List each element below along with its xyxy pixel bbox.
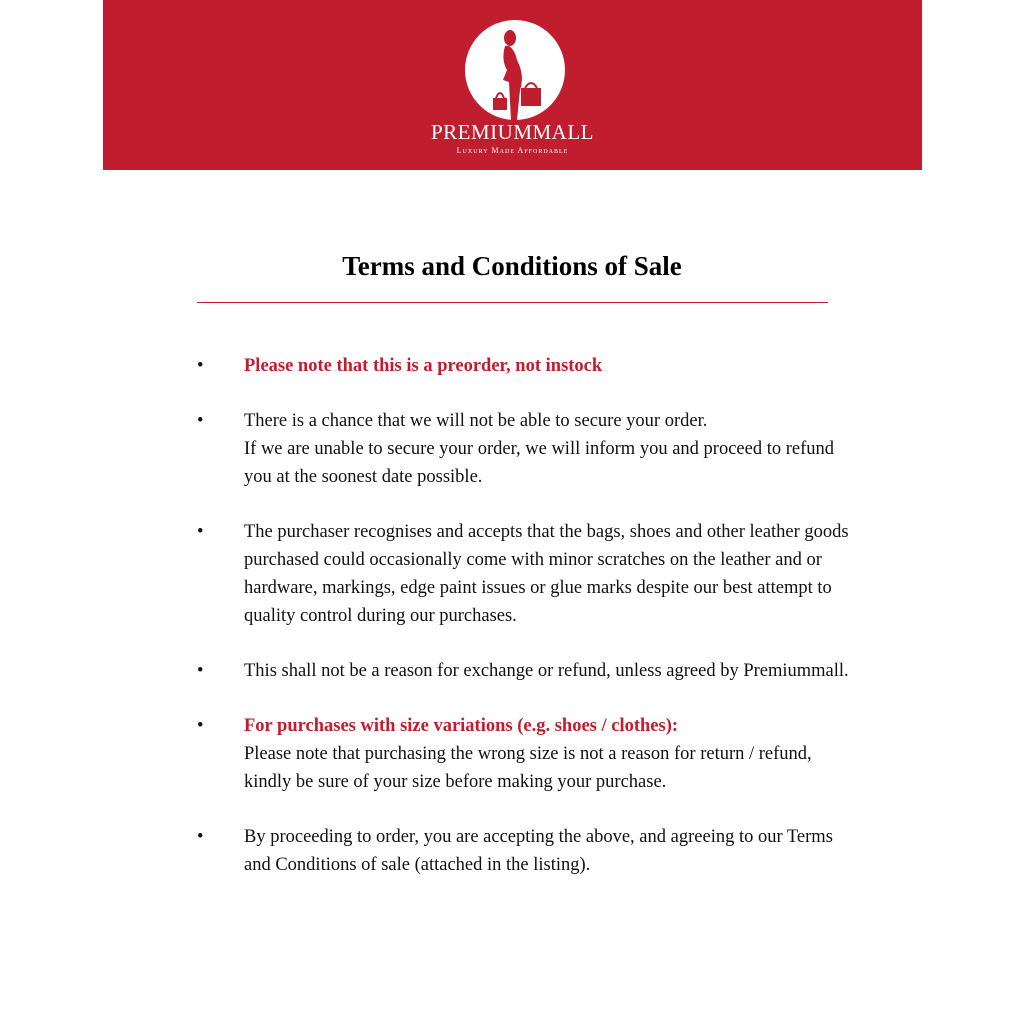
list-item [197, 407, 857, 491]
list-item [197, 657, 857, 685]
item-text: By proceeding to order, you are accepting the above, and agreeing to our Terms and Conditions of sale (attached in the listing). [244, 827, 833, 875]
list-item [197, 823, 857, 879]
brand-tagline: Luxury Made Affordable [456, 146, 569, 155]
list-item [197, 518, 857, 630]
shopper-silhouette-icon [465, 20, 565, 120]
list-item [197, 352, 857, 380]
item-text: The purchaser recognises and accepts that the bags, shoes and other leather goods purchased could occasionally come with minor scratches on the leather and or hardware, markings, edge paint issues or glue marks despite our best attempt to quality control during our purchases. [244, 522, 849, 626]
item-text: This shall not be a reason for exchange or refund, unless agreed by Premiummall. [244, 661, 849, 681]
list-item [197, 712, 857, 796]
item-highlight: For purchases with size variations (e.g. shoes / clothes): [244, 716, 679, 736]
page-title: Terms and Conditions of Sale [342, 251, 682, 281]
terms-list [197, 352, 857, 906]
item-text: There is a chance that we will not be able to secure your order. If we are unable to secure your order, we will inform you and proceed to refund you at the soonest date possible. [244, 411, 835, 487]
logo [465, 20, 565, 120]
title-divider [197, 302, 828, 303]
item-highlight: Please note that this is a preorder, not instock [244, 356, 603, 376]
item-text: Please note that purchasing the wrong size is not a reason for return / refund, kindly be sure of your size before making your purchase. [244, 744, 812, 792]
brand-name: PREMIUMMALL [430, 120, 594, 144]
